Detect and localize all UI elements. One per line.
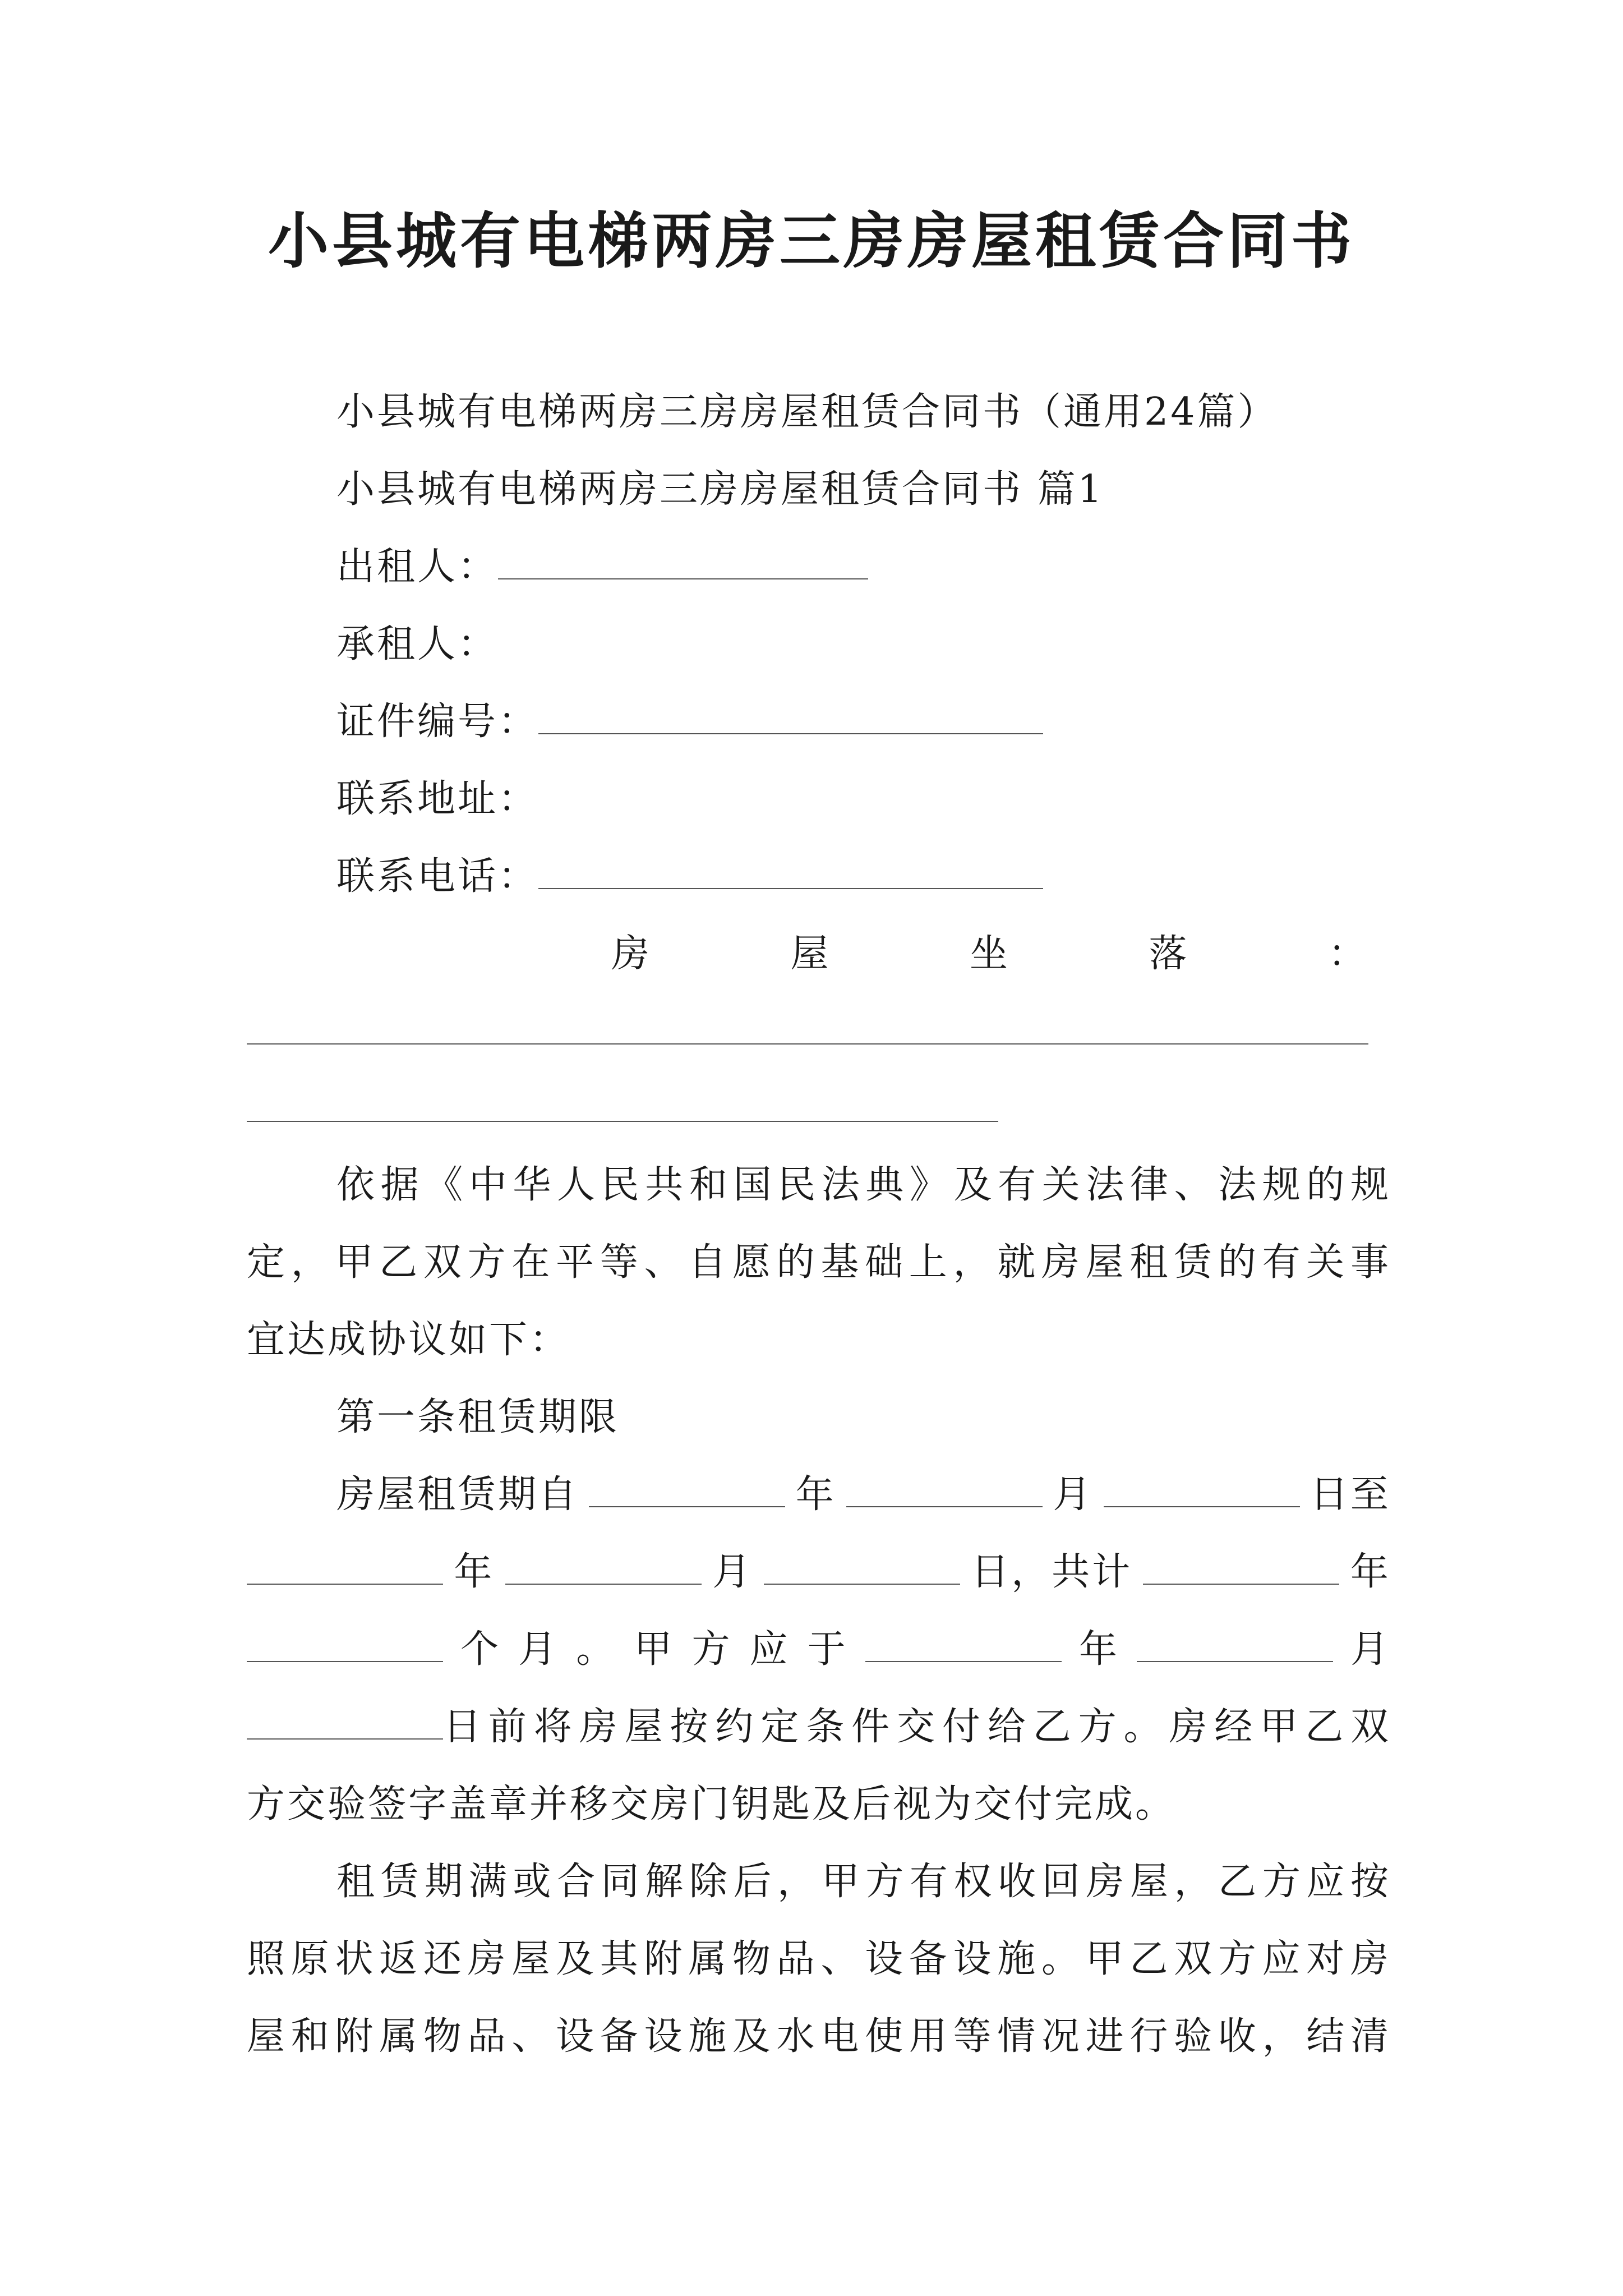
location-label	[611, 929, 1368, 979]
month-label: 月	[712, 1550, 753, 1594]
location-char: 坐	[969, 932, 1010, 976]
intro-line-3: 宜达成协议如下：	[247, 1318, 570, 1362]
year-label: 年	[454, 1550, 495, 1594]
year-label: 年	[1350, 1550, 1391, 1594]
end-month-blank	[505, 1551, 702, 1585]
end-line-2: 照原状返还房屋及其附属物品、设备设施。甲乙双方应对房	[247, 1937, 1391, 1981]
lessor-blank	[498, 546, 868, 579]
phone-field	[336, 852, 1043, 902]
location-char: 房	[611, 932, 652, 976]
end-year-blank	[247, 1551, 443, 1585]
lessee-label: 承租人：	[336, 622, 499, 666]
end-day-blank	[764, 1551, 960, 1585]
term-line-2	[247, 1547, 1391, 1598]
term-char: 月	[518, 1627, 559, 1672]
id-blank	[538, 701, 1043, 734]
delivery-day-blank	[247, 1706, 443, 1740]
lessor-field	[336, 542, 868, 592]
delivery-year-blank	[865, 1628, 1062, 1662]
document-subtitle: 小县城有电梯两房三房房屋租赁合同书（通用24篇）	[336, 390, 1278, 434]
total-label: 日，共计	[971, 1550, 1133, 1594]
year-label: 年	[795, 1473, 836, 1517]
end-line-1: 租赁期满或合同解除后，甲方有权收回房屋，乙方应按	[336, 1860, 1391, 1904]
month-label: 月	[1350, 1627, 1391, 1672]
month-label: 月	[1053, 1473, 1094, 1517]
term-char: 个	[460, 1627, 501, 1672]
location-char: ：	[1327, 932, 1368, 976]
term-line-5: 方交验签字盖章并移交房门钥匙及后视为交付完成。	[247, 1782, 1176, 1826]
term-line-4	[247, 1702, 1391, 1752]
start-day-blank	[1104, 1474, 1300, 1507]
term-start-label: 房屋租赁期自	[336, 1473, 579, 1517]
delivery-month-blank	[1137, 1628, 1333, 1662]
article-1-heading: 第一条租赁期限	[336, 1395, 620, 1439]
address-field	[336, 774, 538, 825]
id-label: 证件编号：	[336, 700, 539, 744]
document-title: 小县城有电梯两房三房房屋租赁合同书	[268, 206, 1355, 277]
term-char: 应	[749, 1627, 790, 1672]
total-months-blank	[247, 1628, 443, 1662]
term-char: 方	[691, 1627, 732, 1672]
term-char: 甲	[634, 1627, 675, 1672]
location-char: 落	[1149, 932, 1189, 976]
delivery-text: 日前将房屋按约定条件交付给乙方。房经甲乙双	[443, 1705, 1391, 1749]
year-label: 年	[1078, 1627, 1119, 1672]
day-to-label: 日至	[1310, 1473, 1391, 1517]
location-char: 屋	[790, 932, 831, 976]
location-blank-line-2	[247, 1121, 998, 1122]
total-years-blank	[1143, 1551, 1339, 1585]
term-char: 。	[576, 1627, 617, 1672]
intro-line-1: 依据《中华人民共和国民法典》及有关法律、法规的规	[336, 1163, 1391, 1207]
phone-blank	[538, 855, 1043, 889]
intro-line-2: 定，甲乙双方在平等、自愿的基础上，就房屋租赁的有关事	[247, 1240, 1391, 1285]
lessor-label: 出租人：	[336, 545, 499, 589]
lessee-field	[336, 619, 498, 670]
start-month-blank	[846, 1474, 1043, 1507]
term-line-3	[247, 1625, 1391, 1675]
address-label: 联系地址：	[336, 777, 539, 821]
start-year-blank	[589, 1474, 785, 1507]
term-char: 于	[807, 1627, 848, 1672]
phone-label: 联系电话：	[336, 854, 539, 899]
id-field	[336, 697, 1043, 747]
end-line-3: 屋和附属物品、设备设施及水电使用等情况进行验收，结清	[247, 2014, 1391, 2059]
term-line-1	[336, 1470, 1391, 1520]
section-heading: 小县城有电梯两房三房房屋租赁合同书 篇1	[336, 467, 1104, 512]
location-blank-line-1	[247, 1043, 1368, 1045]
